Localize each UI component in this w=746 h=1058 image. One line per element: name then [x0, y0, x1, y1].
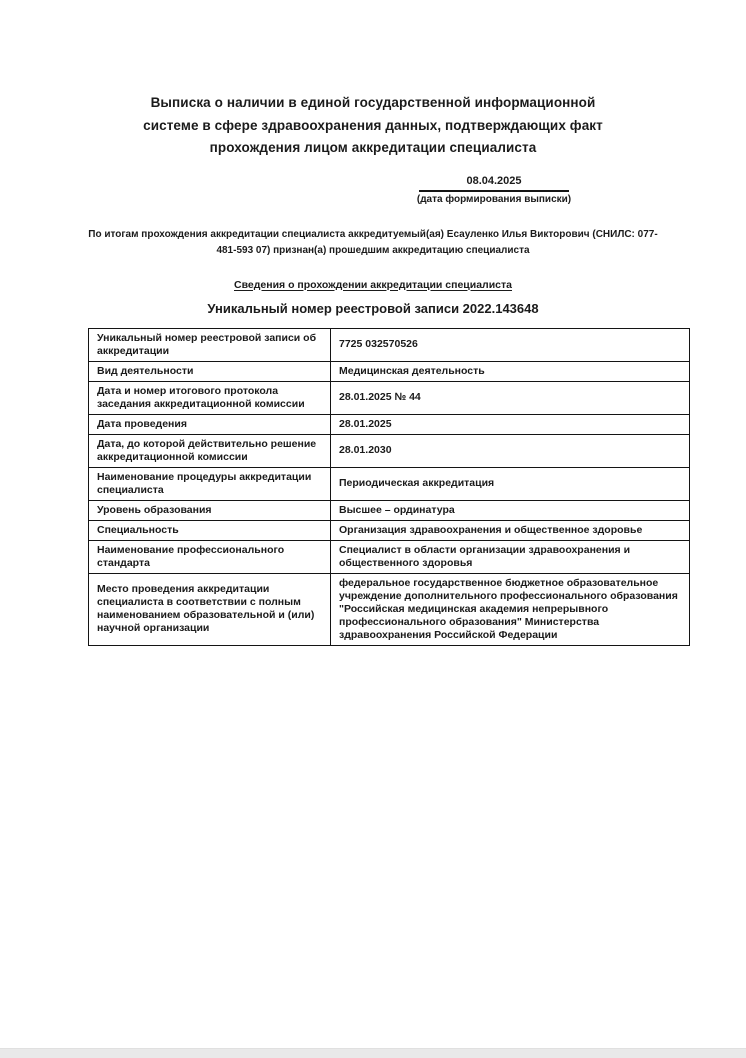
table-row: [89, 540, 690, 573]
table-row: [89, 520, 690, 540]
formation-date: 08.04.2025: [419, 175, 569, 192]
table-row: [89, 328, 690, 361]
row-label-cell: Дата проведения: [89, 414, 331, 434]
row-value-cell: 28.01.2025: [331, 414, 690, 434]
row-value-cell: 28.01.2030: [331, 434, 690, 467]
row-value-cell: Организация здравоохранения и общественное здоровье: [331, 520, 690, 540]
table-row: [89, 381, 690, 414]
row-label-cell: Дата и номер итогового протокола заседания аккредитационной комиссии: [89, 381, 331, 414]
row-value-cell: Высшее – ординатура: [331, 500, 690, 520]
table-row: [89, 500, 690, 520]
row-label-cell: Уникальный номер реестровой записи об аккредитации: [89, 328, 331, 361]
row-label-cell: Вид деятельности: [89, 361, 331, 381]
document-title: Выписка о наличии в единой государственной информационной системе в сфере здравоохранения данных, подтверждающих факт прохождения лицом аккредитации специалиста: [143, 95, 603, 155]
row-value-cell: Специалист в области организации здравоохранения и общественного здоровья: [331, 540, 690, 573]
row-label-cell: Место проведения аккредитации специалиста в соответствии с полным наименованием образовательной и (или) научной организации: [89, 573, 331, 645]
row-label-cell: Уровень образования: [89, 500, 331, 520]
formation-date-caption: (дата формирования выписки): [416, 193, 572, 205]
intro-paragraph: По итогам прохождения аккредитации специалиста аккредитуемый(ая) Есауленко Илья Викторович (СНИЛС: 077-481-593 07) признан(а) прошедшим аккредитацию специалиста: [88, 228, 658, 256]
row-label-cell: Специальность: [89, 520, 331, 540]
table-row: [89, 573, 690, 645]
row-label-cell: Дата, до которой действительно решение аккредитационной комиссии: [89, 434, 331, 467]
section-title: Сведения о прохождении аккредитации специалиста: [234, 278, 512, 291]
table-row: [89, 414, 690, 434]
row-label-cell: Наименование процедуры аккредитации специалиста: [89, 467, 331, 500]
row-value-cell: федеральное государственное бюджетное образовательное учреждение дополнительного профессионального образования "Российская медицинская академия непрерывного профессионального образования" Министерства здравоохранения Российской Федерации: [331, 573, 690, 645]
row-value-cell: 7725 032570526: [331, 328, 690, 361]
row-value-cell: Медицинская деятельность: [331, 361, 690, 381]
table-row: [89, 467, 690, 500]
accreditation-table: [88, 328, 690, 646]
registry-number-heading: Уникальный номер реестровой записи 2022.143648: [207, 300, 539, 316]
row-label-cell: Наименование профессионального стандарта: [89, 540, 331, 573]
table-row: [89, 361, 690, 381]
bottom-bar: [0, 1048, 746, 1058]
row-value-cell: 28.01.2025 № 44: [331, 381, 690, 414]
row-value-cell: Периодическая аккредитация: [331, 467, 690, 500]
table-row: [89, 434, 690, 467]
accreditation-table-body: [89, 328, 690, 645]
